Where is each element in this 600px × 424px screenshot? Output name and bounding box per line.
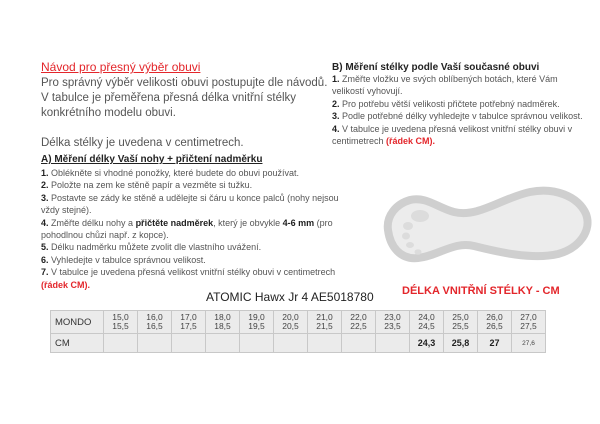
size-row-mondo xyxy=(51,311,546,334)
cm-cell: 25,8 xyxy=(444,334,478,353)
size-row-cm xyxy=(51,334,546,353)
step-text: V tabulce je uvedena přesná velikost vnitřní stélky obuvi v centimetrech xyxy=(48,267,336,278)
step-b1 xyxy=(332,73,587,98)
step-number: 4. xyxy=(332,123,340,134)
cm-cell xyxy=(172,334,206,353)
step-highlight-red: (řádek CM). xyxy=(41,279,91,290)
mondo-cell xyxy=(138,311,172,334)
step-highlight: 4-6 mm xyxy=(282,217,315,228)
toe-mark xyxy=(403,222,413,230)
mondo-from: 27,0 xyxy=(520,312,537,322)
step-text: V tabulce je uvedena přesná velikost vnitřní stélky obuvi v centimetrech xyxy=(332,123,573,147)
mondo-cell xyxy=(172,311,206,334)
product-name: ATOMIC Hawx Jr 4 AE5018780 xyxy=(206,290,374,304)
step-number: 1. xyxy=(41,168,49,178)
cm-cell xyxy=(206,334,240,353)
step-text: Oblékněte si vhodné ponožky, které budete do obuvi používat. xyxy=(48,168,300,178)
step-b3 xyxy=(332,110,587,122)
step-number: 1. xyxy=(332,74,340,84)
insole-icon xyxy=(382,178,592,268)
cm-cell xyxy=(240,334,274,353)
size-table xyxy=(50,310,546,353)
step-number: 2. xyxy=(41,180,49,191)
mondo-cell xyxy=(376,311,410,334)
step-number: 7. xyxy=(41,267,49,278)
section-a-title: A) Měření délky Vaší nohy + přičtení nadměrku xyxy=(41,154,263,165)
mondo-to: 17,5 xyxy=(180,321,197,331)
mondo-cell xyxy=(206,311,240,334)
step-text: Délku nadměrku můžete zvolit dle vlastního uvážení. xyxy=(48,242,262,253)
mondo-to: 20,5 xyxy=(282,321,299,331)
step-text: Položte na zem ke stěně papír a vezměte si tužku. xyxy=(48,180,253,191)
mondo-to: 25,5 xyxy=(452,321,469,331)
cm-cell: 24,3 xyxy=(410,334,444,353)
intro-line: konkrétního modelu obuvi. xyxy=(41,107,176,119)
row-label-cm: CM xyxy=(51,334,104,353)
mondo-cell xyxy=(512,311,546,334)
mondo-cell xyxy=(444,311,478,334)
cm-cell xyxy=(274,334,308,353)
mondo-from: 23,0 xyxy=(384,312,401,322)
mondo-from: 21,0 xyxy=(316,312,333,322)
mondo-to: 18,5 xyxy=(214,321,231,331)
guide-intro xyxy=(41,76,331,151)
toe-mark xyxy=(411,210,429,222)
mondo-cell xyxy=(342,311,376,334)
mondo-to: 24,5 xyxy=(418,321,435,331)
mondo-from: 18,0 xyxy=(214,312,231,322)
mondo-cell xyxy=(478,311,512,334)
step-number: 4. xyxy=(41,217,49,228)
mondo-to: 22,5 xyxy=(350,321,367,331)
cm-cell: 27,6 xyxy=(512,334,546,353)
section-a-steps xyxy=(41,167,341,291)
insole-shape xyxy=(388,191,588,259)
mondo-from: 26,0 xyxy=(486,312,503,322)
guide-title: Návod pro přesný výběr obuvi xyxy=(41,60,201,74)
mondo-cell xyxy=(104,311,138,334)
step-b2 xyxy=(332,98,587,110)
mondo-to: 19,5 xyxy=(248,321,265,331)
mondo-from: 22,0 xyxy=(350,312,367,322)
step-text: Změřte vložku ve svých oblíbených botách, které Vám velikostí vyhovují. xyxy=(332,74,558,97)
mondo-from: 20,0 xyxy=(282,312,299,322)
mondo-to: 26,5 xyxy=(486,321,503,331)
section-b-steps xyxy=(332,73,587,147)
mondo-to: 15,5 xyxy=(112,321,129,331)
step-text: Změřte délku nohy a xyxy=(48,217,136,228)
mondo-to: 21,5 xyxy=(316,321,333,331)
cm-cell xyxy=(308,334,342,353)
insole-length-label: DÉLKA VNITŘNÍ STÉLKY - CM xyxy=(402,285,560,297)
mondo-to: 23,5 xyxy=(384,321,401,331)
step-a5 xyxy=(41,241,341,253)
intro-line: V tabulce je přeměřena přesná délka vnitřní stélky xyxy=(41,92,297,104)
mondo-from: 16,0 xyxy=(146,312,163,322)
section-b-title: B) Měření stélky podle Vaší současné obuvi xyxy=(332,62,540,73)
step-a6 xyxy=(41,254,341,266)
step-b4 xyxy=(332,123,587,148)
cm-cell: 27 xyxy=(478,334,512,353)
step-a2 xyxy=(41,179,341,191)
step-number: 3. xyxy=(332,111,340,122)
toe-mark xyxy=(415,249,422,255)
mondo-cell xyxy=(410,311,444,334)
row-label-mondo: MONDO xyxy=(51,311,104,334)
step-a1 xyxy=(41,167,341,179)
step-text: Podle potřebné délky vyhledejte v tabulce správnou velikost. xyxy=(339,111,583,122)
intro-line: Pro správný výběr velikosti obuvi postupujte dle návodů. xyxy=(41,77,328,89)
mondo-cell xyxy=(274,311,308,334)
intro-note: Délka stélky je uvedena v centimetrech. xyxy=(41,137,244,149)
cm-cell xyxy=(104,334,138,353)
cm-cell xyxy=(342,334,376,353)
step-a4 xyxy=(41,217,341,242)
mondo-from: 19,0 xyxy=(248,312,265,322)
mondo-to: 16,5 xyxy=(146,321,163,331)
step-number: 5. xyxy=(41,242,49,253)
mondo-from: 15,0 xyxy=(112,312,129,322)
step-text: , který je obvykle xyxy=(213,217,283,228)
mondo-from: 24,0 xyxy=(418,312,435,322)
toe-mark xyxy=(406,242,414,248)
step-highlight: přičtěte nadměrek xyxy=(135,217,214,228)
mondo-from: 25,0 xyxy=(452,312,469,322)
step-highlight-red: (řádek CM). xyxy=(386,136,436,147)
step-number: 2. xyxy=(332,98,340,109)
mondo-cell xyxy=(240,311,274,334)
toe-mark xyxy=(402,233,410,240)
cm-cell xyxy=(138,334,172,353)
mondo-to: 27,5 xyxy=(520,321,537,331)
cm-cell xyxy=(376,334,410,353)
step-text: Vyhledejte v tabulce správnou velikost. xyxy=(48,254,206,265)
step-text: (pro pohodlnou chůzi např. z kopce). xyxy=(41,217,333,241)
insole-illustration xyxy=(382,178,592,268)
step-number: 6. xyxy=(41,254,49,265)
step-text: Postavte se zády ke stěně a udělejte si čáru u konce palců (nohy nejsou vždy stejné). xyxy=(41,192,339,216)
step-a7 xyxy=(41,266,341,291)
step-text: Pro potřebu větší velikosti přičtete potřebný nadměrek. xyxy=(339,98,560,109)
step-number: 3. xyxy=(41,192,49,203)
step-a3 xyxy=(41,192,341,217)
mondo-from: 17,0 xyxy=(180,312,197,322)
mondo-cell xyxy=(308,311,342,334)
